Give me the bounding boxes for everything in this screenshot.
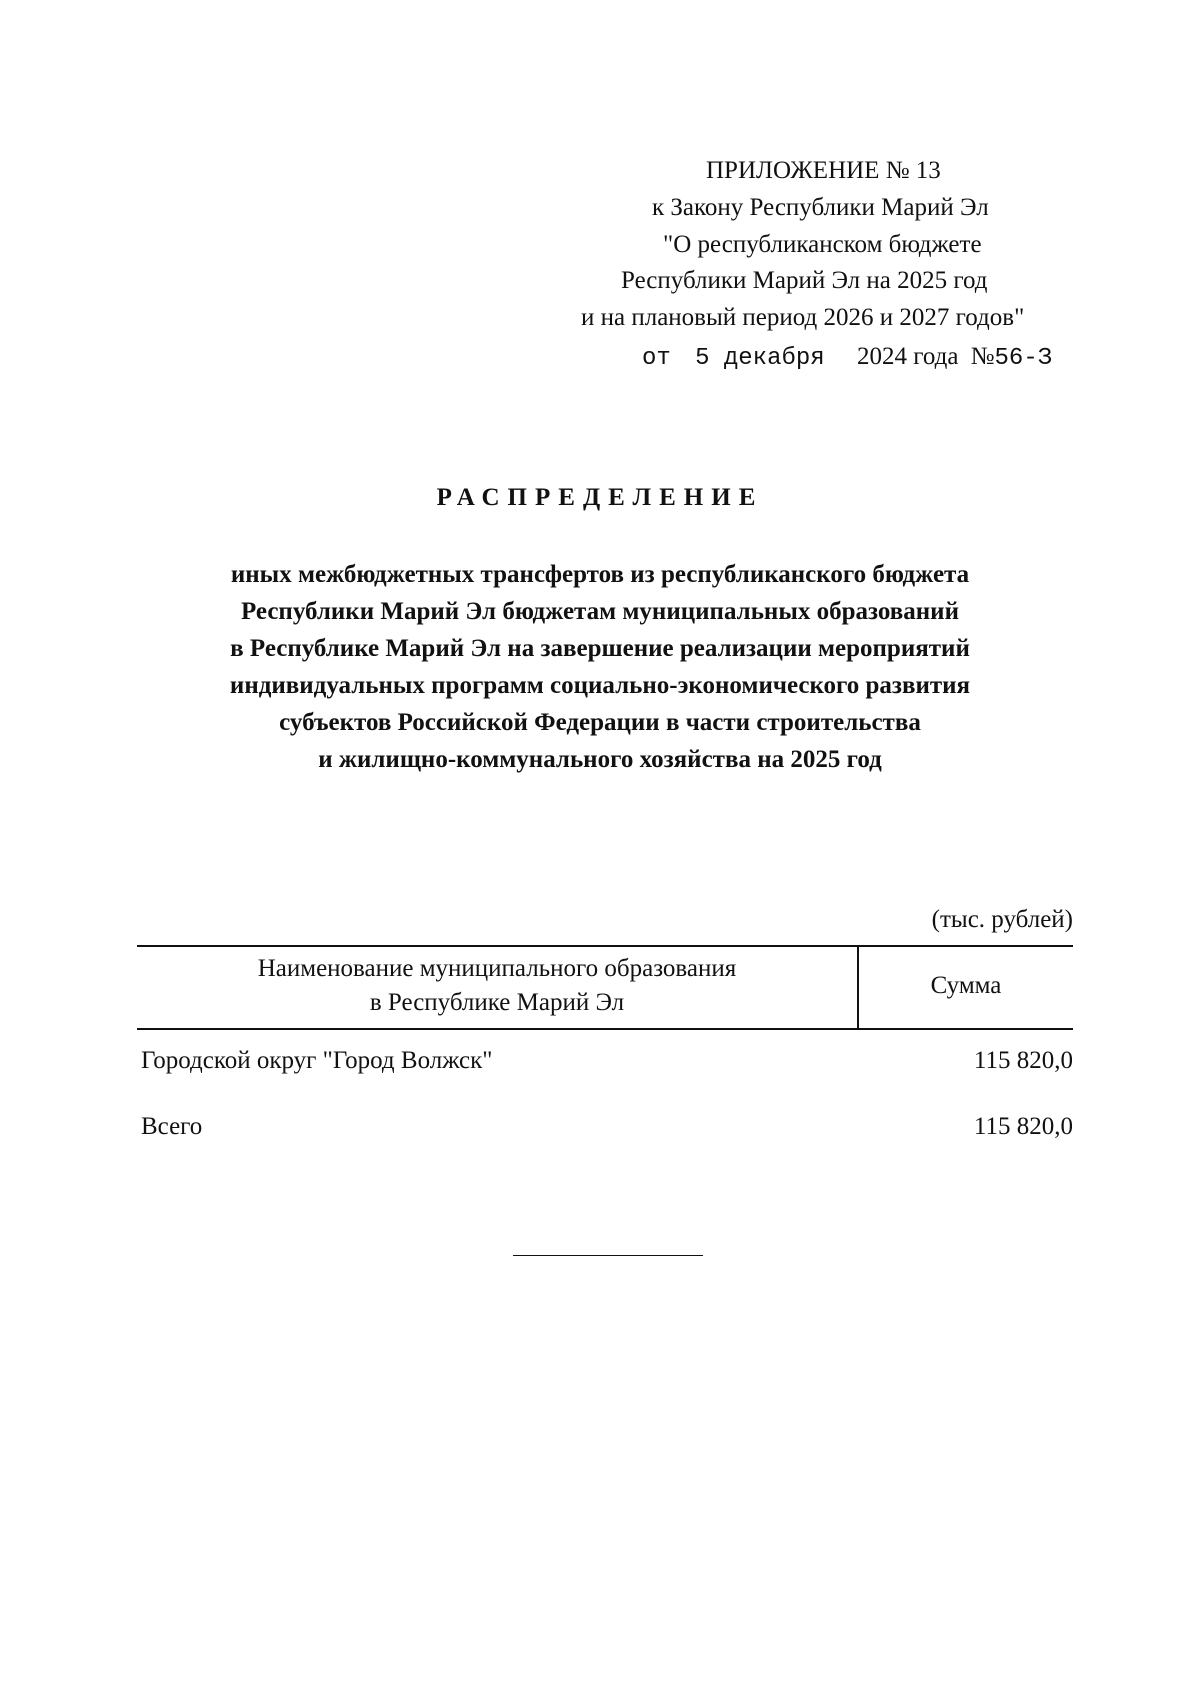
date-year: 2024 года: [856, 343, 959, 370]
units-label: (тыс. рублей): [931, 906, 1073, 933]
subtitle-line: Республики Марий Эл бюджетам муниципальных образований: [240, 598, 959, 625]
table-row-name: Городской округ "Город Волжск": [141, 1047, 493, 1074]
subtitle-line: и жилищно-коммунального хозяйства на 2025 год: [318, 746, 882, 773]
appendix-number: ПРИЛОЖЕНИЕ № 13: [706, 157, 941, 184]
subtitle-line: субъектов Российской Федерации в части строительства: [279, 709, 921, 736]
subtitle-line: в Республике Марий Эл на завершение реализации мероприятий: [230, 635, 970, 662]
table-header-name-line-1: Наименование муниципального образования: [257, 955, 737, 982]
table-header-name-line-2: в Республике Марий Эл: [369, 989, 625, 1016]
table-header-name: [137, 952, 857, 1020]
law-reference-line-4: и на плановый период 2026 и 2027 годов": [581, 304, 1025, 331]
date-prefix: от: [642, 345, 671, 372]
total-value: 115 820,0: [973, 1113, 1073, 1140]
table-header-bottom-rule: [137, 1028, 1073, 1030]
number-sign: №: [970, 343, 995, 370]
document-subtitle: [100, 556, 1100, 778]
subtitle-line: индивидуальных программ социально-экономического развития: [229, 672, 971, 699]
subtitle-line: иных межбюджетных трансфертов из республиканского бюджета: [230, 561, 970, 588]
table-header-sum: Сумма: [930, 972, 1002, 999]
document-title: РАСПРЕДЕЛЕНИЕ: [436, 484, 764, 511]
date-day: 5 декабря: [695, 345, 825, 372]
end-of-document-rule: [513, 1255, 703, 1256]
law-reference-line-2: "О республиканском бюджете: [663, 231, 982, 258]
table-top-rule: [137, 945, 1073, 947]
law-date-line: [642, 336, 1052, 380]
law-reference-line-3: Республики Марий Эл на 2025 год: [621, 267, 988, 294]
law-number: 56-З: [994, 345, 1053, 372]
total-label: Всего: [141, 1113, 203, 1140]
table-row-value: 115 820,0: [973, 1047, 1073, 1074]
law-reference-line-1: к Закону Республики Марий Эл: [652, 194, 989, 221]
